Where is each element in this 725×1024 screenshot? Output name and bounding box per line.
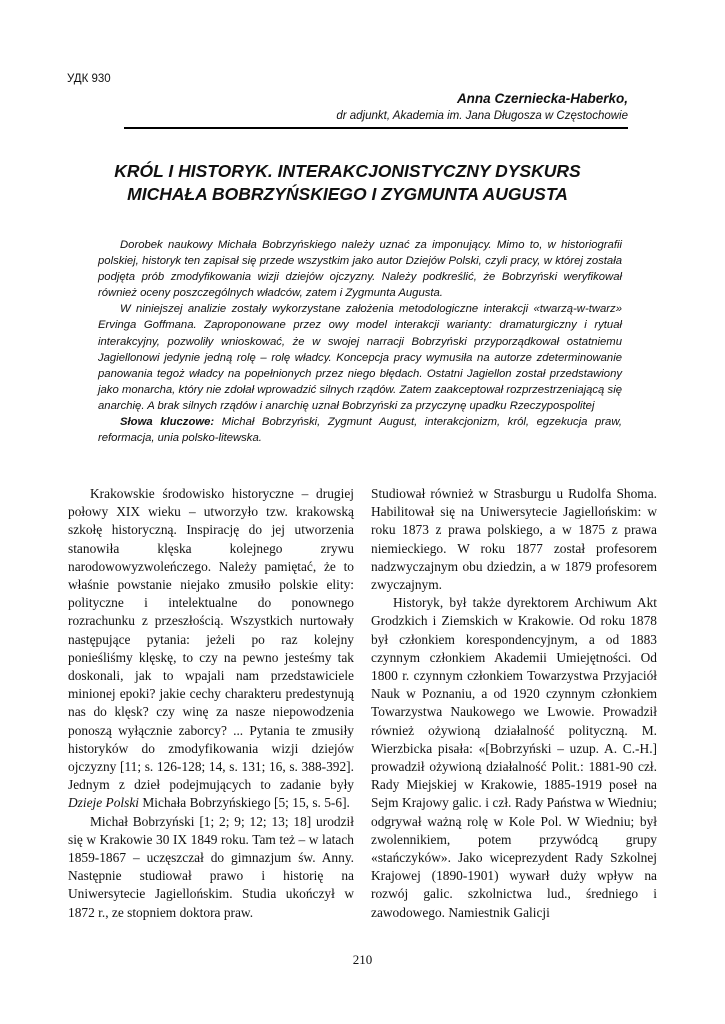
keywords-label: Słowa kluczowe:: [120, 416, 215, 429]
body-paragraph: Studiował również w Strasburgu u Rudolfa Shoma. Habilitował się na Uniwersytecie Jagiellońskim: w roku 1873 z prawa polskiego, a w 1875 z prawa niemieckiego. W roku 1877 został profesorem nadzwyczajnym obu dziedzin, a w 1879 profesorem zwyczajnym.: [371, 486, 657, 593]
abstract-paragraph-2: W niniejszej analizie zostały wykorzystane założenia metodologiczne interakcji «twarzą-w-twarz» Ervinga Goffmana. Zaproponowane przez owy model interakcji warianty: dramaturgiczny i rytuał interakcyjny, pozwoliły wnioskować, że w swojej narracji Bobrzyński przyporządkował ostatniemu Jagiellonowi jedynie jedną rolę – rolę władcy. Koncepcja pracy wymusiła na autorze zdeterminowanie panowania tegoż władcy na popełnionych przez niego błędach. Ostatni Jagiellon został przedstawiony jako monarcha, który nie zdołał wprowadzić silnych rządów. Zatem zaakceptował rozprzestrzeniającą się anarchię. A brak silnych rządów i anarchię uznał Bobrzyński za przyczynę upadku Rzeczypospolitej: [98, 303, 622, 412]
abstract: [98, 237, 622, 446]
article-title: [67, 160, 628, 206]
abstract-paragraph-1: Dorobek naukowy Michała Bobrzyńskiego należy uznać za imponujący. Mimo to, w historiografii polskiej, historyk ten zapisał się przede wszystkim jako autor Dziejów Polski, czyli pracy, w której została podjęta prób zmodyfikowania wizji dziejów ojczyzny. Należy podkreślić, że Bobrzyński weryfikował również oceny poszczególnych władców, zatem i Zygmunta Augusta.: [98, 239, 622, 300]
body-paragraph: [68, 485, 354, 813]
author-name: Anna Czerniecka-Haberko,: [456, 91, 628, 106]
body-column-left: [68, 485, 354, 922]
book-title: Dzieje Polski: [68, 795, 140, 811]
body-text: Krakowskie środowisko historyczne – drugiej połowy XIX wieku – utworzyło tzw. krakowską szkołę historyczną. Inspirację do jej utworzenia stanowiła klęska kolejnego zrywu narodowowyzwoleńczego. Należy pamiętać, że to właśnie powstanie niejako zmusiło polskie elity: polityczne i intelektualne do ponownego rozrachunku z przeszłością. Wszystkich nurtowały następujące pytania: jeżeli po raz kolejny ponieśliśmy klęskę, to czy na pewno jesteśmy tak doskonali, jak to wpajali nam przedstawiciele minionej epoki? jakie cechy charakteru predestynują nas do klęsk? czy winę za nasze niepowodzenia ponoszą wyłącznie zaborcy? ... Pytania te zmusiły historyków do zmodyfikowania wizji dziejów ojczyzny [11; s. 126-128; 14, s. 131; 16, s. 388-392]. Jednym z dzieł podejmujących to zadanie były: [68, 486, 354, 793]
page-number: 210: [352, 952, 373, 967]
body-column-right: [371, 485, 657, 922]
body-text: Michała Bobrzyńskiego [5; 15, s. 5-6].: [139, 795, 350, 811]
header-divider: [124, 127, 628, 129]
author-affiliation: dr adjunkt, Akademia im. Jana Długosza w Częstochowie: [336, 110, 628, 122]
body-paragraph: Historyk, był także dyrektorem Archiwum Akt Grodzkich i Ziemskich w Krakowie. Od roku 1878 był członkiem korespondencyjnym, a od 1883 czynnym członkiem Akademii Umiejętności. Od 1800 r. czynnym członkiem Towarzystwa Przyjaciół Nauk w Poznaniu, a od 1920 czynnym członkiem Towarzystwa Naukowego we Lwowie. Prowadził również ożywioną działalność polityczną. M. Wierzbicka pisała: «[Bobrzyński – uzup. A. C.-H.] prowadził ożywioną działalność Polit.: 1881-90 czł. Rady Miejskiej w Krakowie, 1885-1919 poseł na Sejm Krajowy galic. i czł. Rady Państwa w Wiedniu; odgrywał ważną rolę w Kole Pol. W Wiedniu; był zwolennikiem, potem przywódcą grupy «stańczyków». Jako wiceprezydent Rady Szkolnej Krajowej (1890-1901) wywarł duży wpływ na rozwój galic. szkolnictwa lud., średniego i zawodowego. Namiestnik Galicji: [371, 595, 657, 920]
title-line-1: KRÓL I HISTORYK. INTERAKCJONISTYCZNY DYSKURS: [114, 161, 581, 181]
keywords: [98, 414, 622, 446]
keywords-list: Michał Bobrzyński, Zygmunt August, interakcjonizm, król, egzekucja praw, reformacja, unia polsko-litewska.: [98, 416, 622, 445]
body-paragraph: Michał Bobrzyński [1; 2; 9; 12; 13; 18] urodził się w Krakowie 30 IX 1849 roku. Tam też – w latach 1859-1867 – uczęszczał do gimnazjum św. Anny. Następnie studiował prawo i historię na Uniwersytecie Jagiellońskim. Studia ukończył w 1872 r., ze stopniem doktora praw.: [68, 813, 354, 920]
title-line-2: MICHAŁA BOBRZYŃSKIEGO I ZYGMUNTA AUGUSTA: [127, 184, 568, 204]
udk-code: УДК 930: [67, 73, 111, 85]
